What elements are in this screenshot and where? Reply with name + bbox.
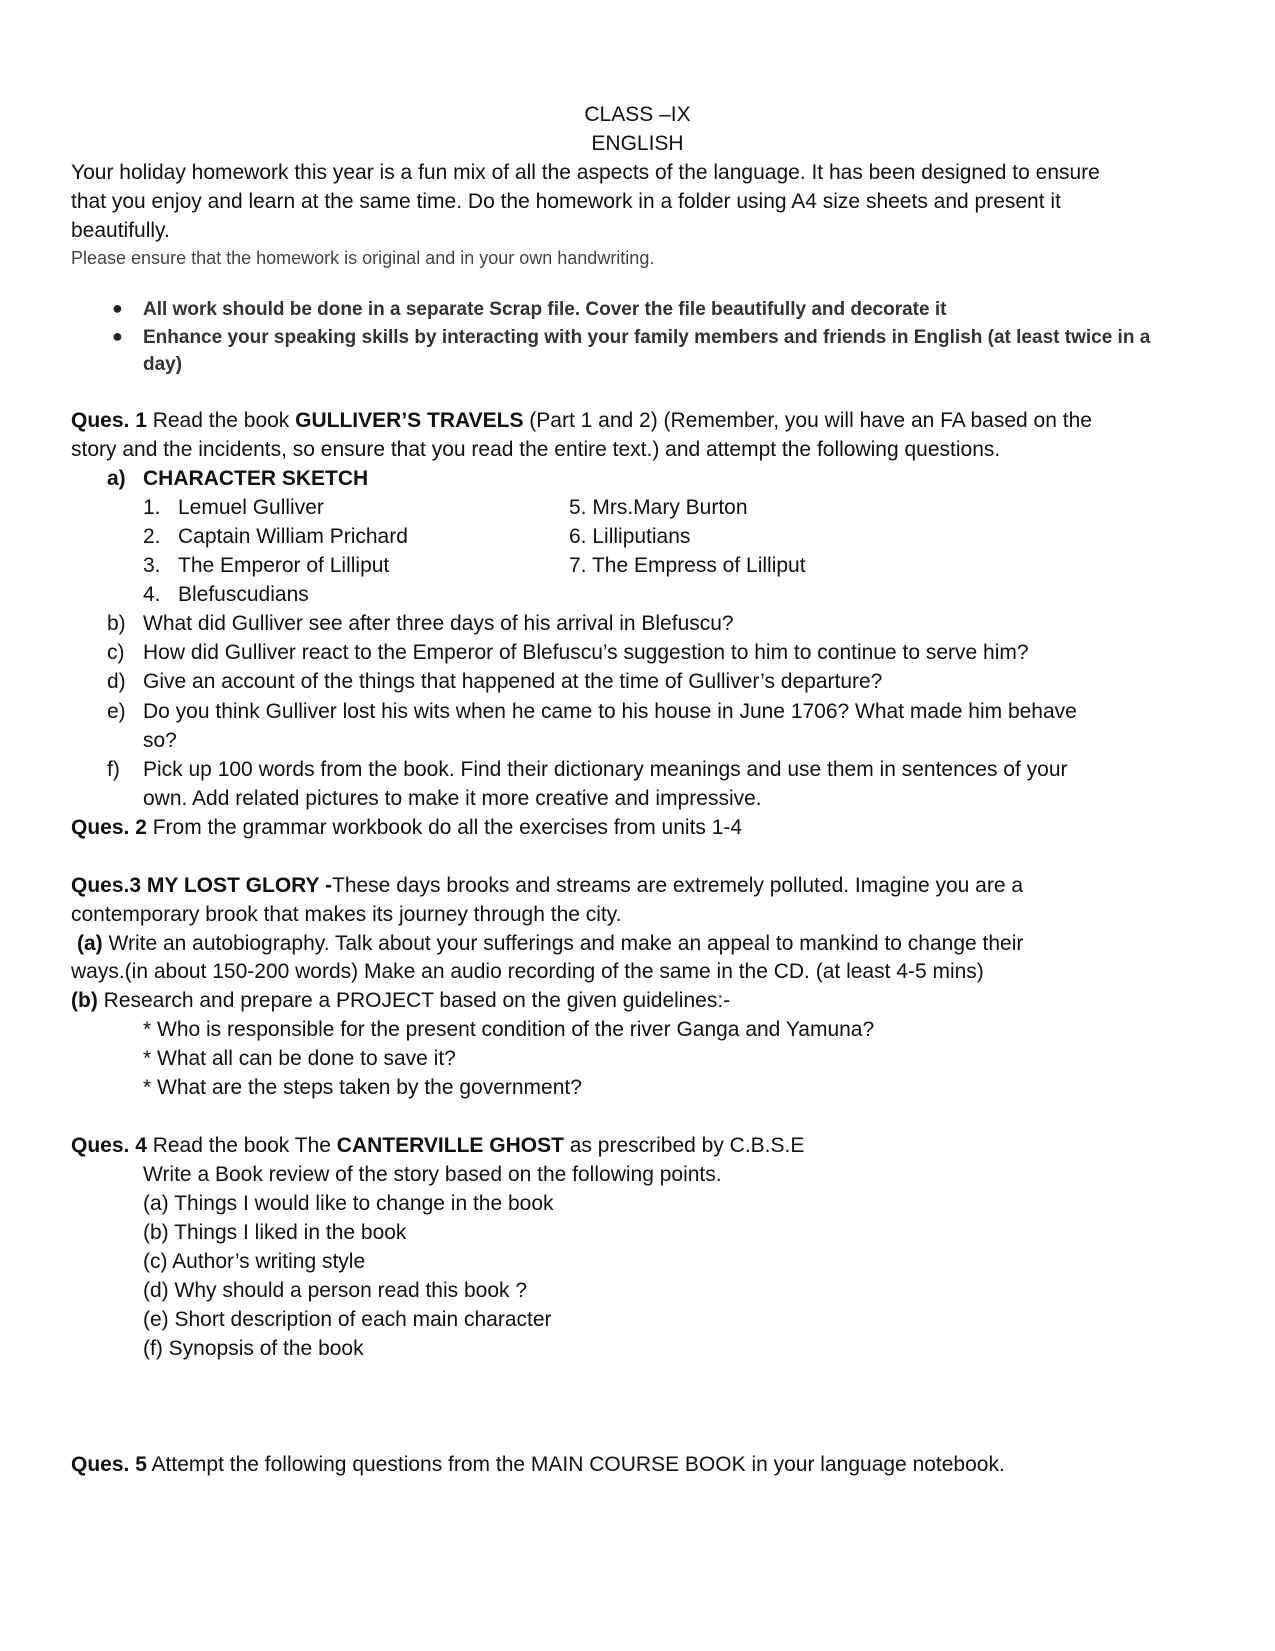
review-point: (f) Synopsis of the book bbox=[143, 1337, 364, 1360]
question-3-line-2: contemporary brook that makes its journey through the city. bbox=[71, 903, 622, 926]
character-name: 5. Mrs.Mary Burton bbox=[569, 496, 748, 519]
character-name: Blefuscudians bbox=[178, 583, 309, 606]
book-title: GULLIVER’S TRAVELS bbox=[295, 409, 524, 432]
character-name: 6. Lilliputians bbox=[569, 525, 691, 548]
guideline-item: * What all can be done to save it? bbox=[143, 1047, 456, 1070]
question-label: Ques. 1 bbox=[71, 409, 147, 432]
list-number: 1. bbox=[143, 496, 161, 519]
item-label: c) bbox=[107, 641, 125, 664]
question-2: Ques. 2 From the grammar workbook do all the exercises from units 1-4 bbox=[71, 816, 743, 839]
question-5: Ques. 5 Attempt the following questions from the MAIN COURSE BOOK in your language notebook. bbox=[71, 1453, 1005, 1476]
review-point: (e) Short description of each main character bbox=[143, 1308, 552, 1331]
question-label: Ques. 5 bbox=[71, 1453, 147, 1476]
guideline-item: * What are the steps taken by the government? bbox=[143, 1076, 582, 1099]
intro-line-1: Your holiday homework this year is a fun mix of all the aspects of the language. It has been designed to ensure bbox=[71, 161, 1100, 184]
item-label: b) bbox=[107, 612, 126, 635]
question-1: Ques. 1 Read the book GULLIVER’S TRAVELS (Part 1 and 2) (Remember, you will have an FA based on the bbox=[71, 409, 1092, 432]
review-point: (a) Things I would like to change in the book bbox=[143, 1192, 554, 1215]
question-item: Give an account of the things that happened at the time of Gulliver’s departure? bbox=[143, 670, 883, 693]
intro-line-3: beautifully. bbox=[71, 219, 170, 242]
class-title: CLASS –IX bbox=[584, 103, 691, 126]
question-item-continuation: so? bbox=[143, 729, 177, 752]
question-item: How did Gulliver react to the Emperor of Blefuscu’s suggestion to him to continue to serve him? bbox=[143, 641, 1029, 664]
question-1-line-2: story and the incidents, so ensure that you read the entire text.) and attempt the following questions. bbox=[71, 438, 1001, 461]
list-number: 4. bbox=[143, 583, 161, 606]
question-3-part-a: (a) Write an autobiography. Talk about your sufferings and make an appeal to mankind to change their bbox=[77, 932, 1024, 955]
bullet-item-continuation: day) bbox=[143, 354, 183, 375]
character-sketch-heading: CHARACTER SKETCH bbox=[143, 467, 369, 490]
item-label: d) bbox=[107, 670, 126, 693]
list-number: 3. bbox=[143, 554, 161, 577]
originality-note: Please ensure that the homework is original and in your own handwriting. bbox=[71, 248, 655, 268]
review-point: (c) Author’s writing style bbox=[143, 1250, 366, 1273]
item-label: a) bbox=[107, 467, 126, 490]
question-label: Ques.3 MY LOST GLORY - bbox=[71, 874, 332, 897]
character-name: 7. The Empress of Lilliput bbox=[569, 554, 806, 577]
bullet-icon: ● bbox=[112, 298, 123, 318]
review-point: (d) Why should a person read this book ? bbox=[143, 1279, 528, 1302]
question-item: Do you think Gulliver lost his wits when he came to his house in June 1706? What made him behave bbox=[143, 700, 1077, 723]
character-name: Captain William Prichard bbox=[178, 525, 408, 548]
guideline-item: * Who is responsible for the present condition of the river Ganga and Yamuna? bbox=[143, 1018, 875, 1041]
bullet-item: All work should be done in a separate Scrap file. Cover the file beautifully and decorate it bbox=[143, 299, 947, 320]
bullet-item: Enhance your speaking skills by interacting with your family members and friends in English (at least twice in a bbox=[143, 327, 1151, 348]
question-3-part-a-line-2: ways.(in about 150-200 words) Make an audio recording of the same in the CD. (at least 4-5 mins) bbox=[71, 960, 984, 983]
question-3-part-b: (b) Research and prepare a PROJECT based on the given guidelines:- bbox=[71, 989, 731, 1012]
question-label: Ques. 4 bbox=[71, 1134, 147, 1157]
subject-title: ENGLISH bbox=[591, 132, 684, 155]
review-point: (b) Things I liked in the book bbox=[143, 1221, 407, 1244]
bullet-icon: ● bbox=[112, 326, 123, 346]
question-4: Ques. 4 Read the book The CANTERVILLE GHOST as prescribed by C.B.S.E bbox=[71, 1134, 805, 1157]
question-label: Ques. 2 bbox=[71, 816, 147, 839]
question-item: What did Gulliver see after three days of his arrival in Blefuscu? bbox=[143, 612, 734, 635]
character-name: Lemuel Gulliver bbox=[178, 496, 324, 519]
book-review-intro: Write a Book review of the story based on the following points. bbox=[143, 1163, 722, 1186]
item-label: e) bbox=[107, 700, 126, 723]
question-3: Ques.3 MY LOST GLORY -These days brooks and streams are extremely polluted. Imagine you are a bbox=[71, 874, 1024, 897]
question-item: Pick up 100 words from the book. Find their dictionary meanings and use them in sentences of your bbox=[143, 758, 1068, 781]
list-number: 2. bbox=[143, 525, 161, 548]
book-title: CANTERVILLE GHOST bbox=[336, 1134, 564, 1157]
intro-line-2: that you enjoy and learn at the same time. Do the homework in a folder using A4 size sheets and present it bbox=[71, 190, 1061, 213]
question-item-continuation: own. Add related pictures to make it more creative and impressive. bbox=[143, 787, 762, 810]
item-label: f) bbox=[107, 758, 120, 781]
character-name: The Emperor of Lilliput bbox=[178, 554, 390, 577]
